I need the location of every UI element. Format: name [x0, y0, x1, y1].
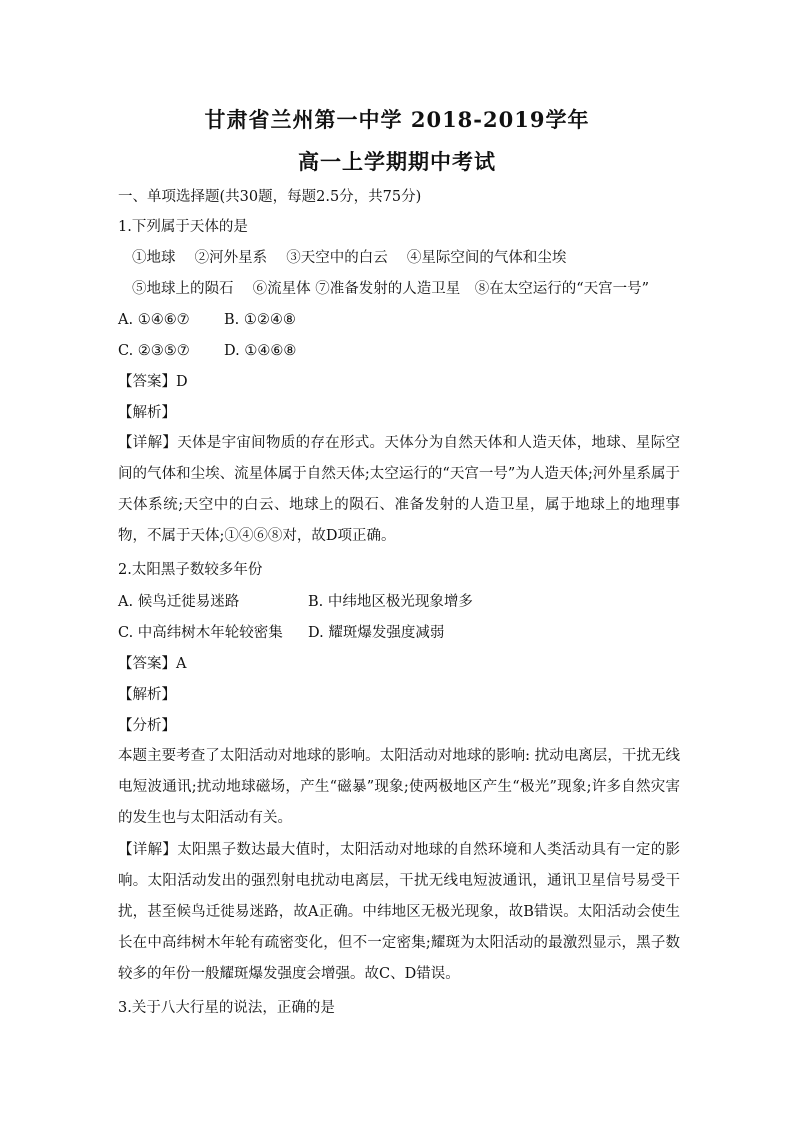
- question-3-stem: 3.关于八大行星的说法，正确的是: [118, 1000, 335, 1016]
- option-c: C. 中高纬树木年轮较密集: [118, 625, 283, 641]
- question-1-options-row2: [118, 341, 688, 361]
- question-2-detail: 【详解】太阳黑子数达最大值时，太阳活动对地球的自然环境和人类活动具有一定的影响。太阳活动发出的强烈射电扰动电离层，干扰无线电短波通讯，通讯卫星信号易受干扰，甚至候鸟迁徙易迷路，故A正确。中纬地区无极光现象，故B错误。太阳活动会使生长在中高纬树木年轮有疏密变化，但不一定密集;耀斑为太阳活动的最激烈显示，黑子数较多的年份一般耀斑爆发强度会增强。故C、D错误。: [118, 842, 680, 982]
- option-d: D. ①④⑥⑧: [224, 343, 297, 359]
- question-2-options-row1: [118, 592, 688, 612]
- option-b: B. 中纬地区极光现象增多: [308, 594, 473, 610]
- question-1-options-row1: [118, 310, 688, 330]
- question-2-options-row2: [118, 623, 688, 643]
- question-2-analysis-label: 【解析】: [118, 687, 176, 703]
- page-title: 甘肃省兰州第一中学 2018-2019学年: [204, 107, 590, 132]
- option-c: C. ②③⑤⑦: [118, 343, 190, 359]
- page-subtitle: 高一上学期期中考试: [298, 149, 496, 174]
- question-2-fenxi: 本题主要考查了太阳活动对地球的影响。太阳活动对地球的影响: 扰动电离层，干扰无线电短波通讯;扰动地球磁场，产生“磁暴”现象;使两极地区产生“极光”现象;许多自然灾害的发生也与太阳活动有关。: [118, 748, 680, 826]
- question-1-answer: 【答案】D: [118, 374, 188, 390]
- option-a: A. 候鸟迁徙易迷路: [118, 594, 240, 610]
- question-2-stem: 2.太阳黑子数较多年份: [118, 562, 263, 578]
- question-1-analysis-label: 【解析】: [118, 405, 176, 421]
- question-1-items-line1: ①地球 ②河外星系 ③天空中的白云 ④星际空间的气体和尘埃: [132, 250, 567, 266]
- question-1-detail: 【详解】天体是宇宙间物质的存在形式。天体分为自然天体和人造天体，地球、星际空间的气体和尘埃、流星体属于自然天体;太空运行的“天宫一号”为人造天体;河外星系属于天体系统;天空中的白云、地球上的陨石、准备发射的人造卫星，属于地球上的地理事物，不属于天体;①④⑥⑧对，故D项正确。: [118, 435, 680, 544]
- option-a: A. ①④⑥⑦: [118, 312, 190, 328]
- question-1-stem: 1.下列属于天体的是: [118, 219, 248, 235]
- option-b: B. ①②④⑧: [224, 312, 296, 328]
- option-d: D. 耀斑爆发强度减弱: [308, 625, 445, 641]
- section-heading: 一、单项选择题(共30题，每题2.5分，共75分): [118, 189, 422, 205]
- question-2-answer: 【答案】A: [118, 656, 187, 672]
- question-1-items-line2: ⑤地球上的陨石 ⑥流星体 ⑦准备发射的人造卫星 ⑧在太空运行的“天宫一号”: [132, 281, 650, 297]
- question-2-fenxi-label: 【分析】: [118, 718, 176, 734]
